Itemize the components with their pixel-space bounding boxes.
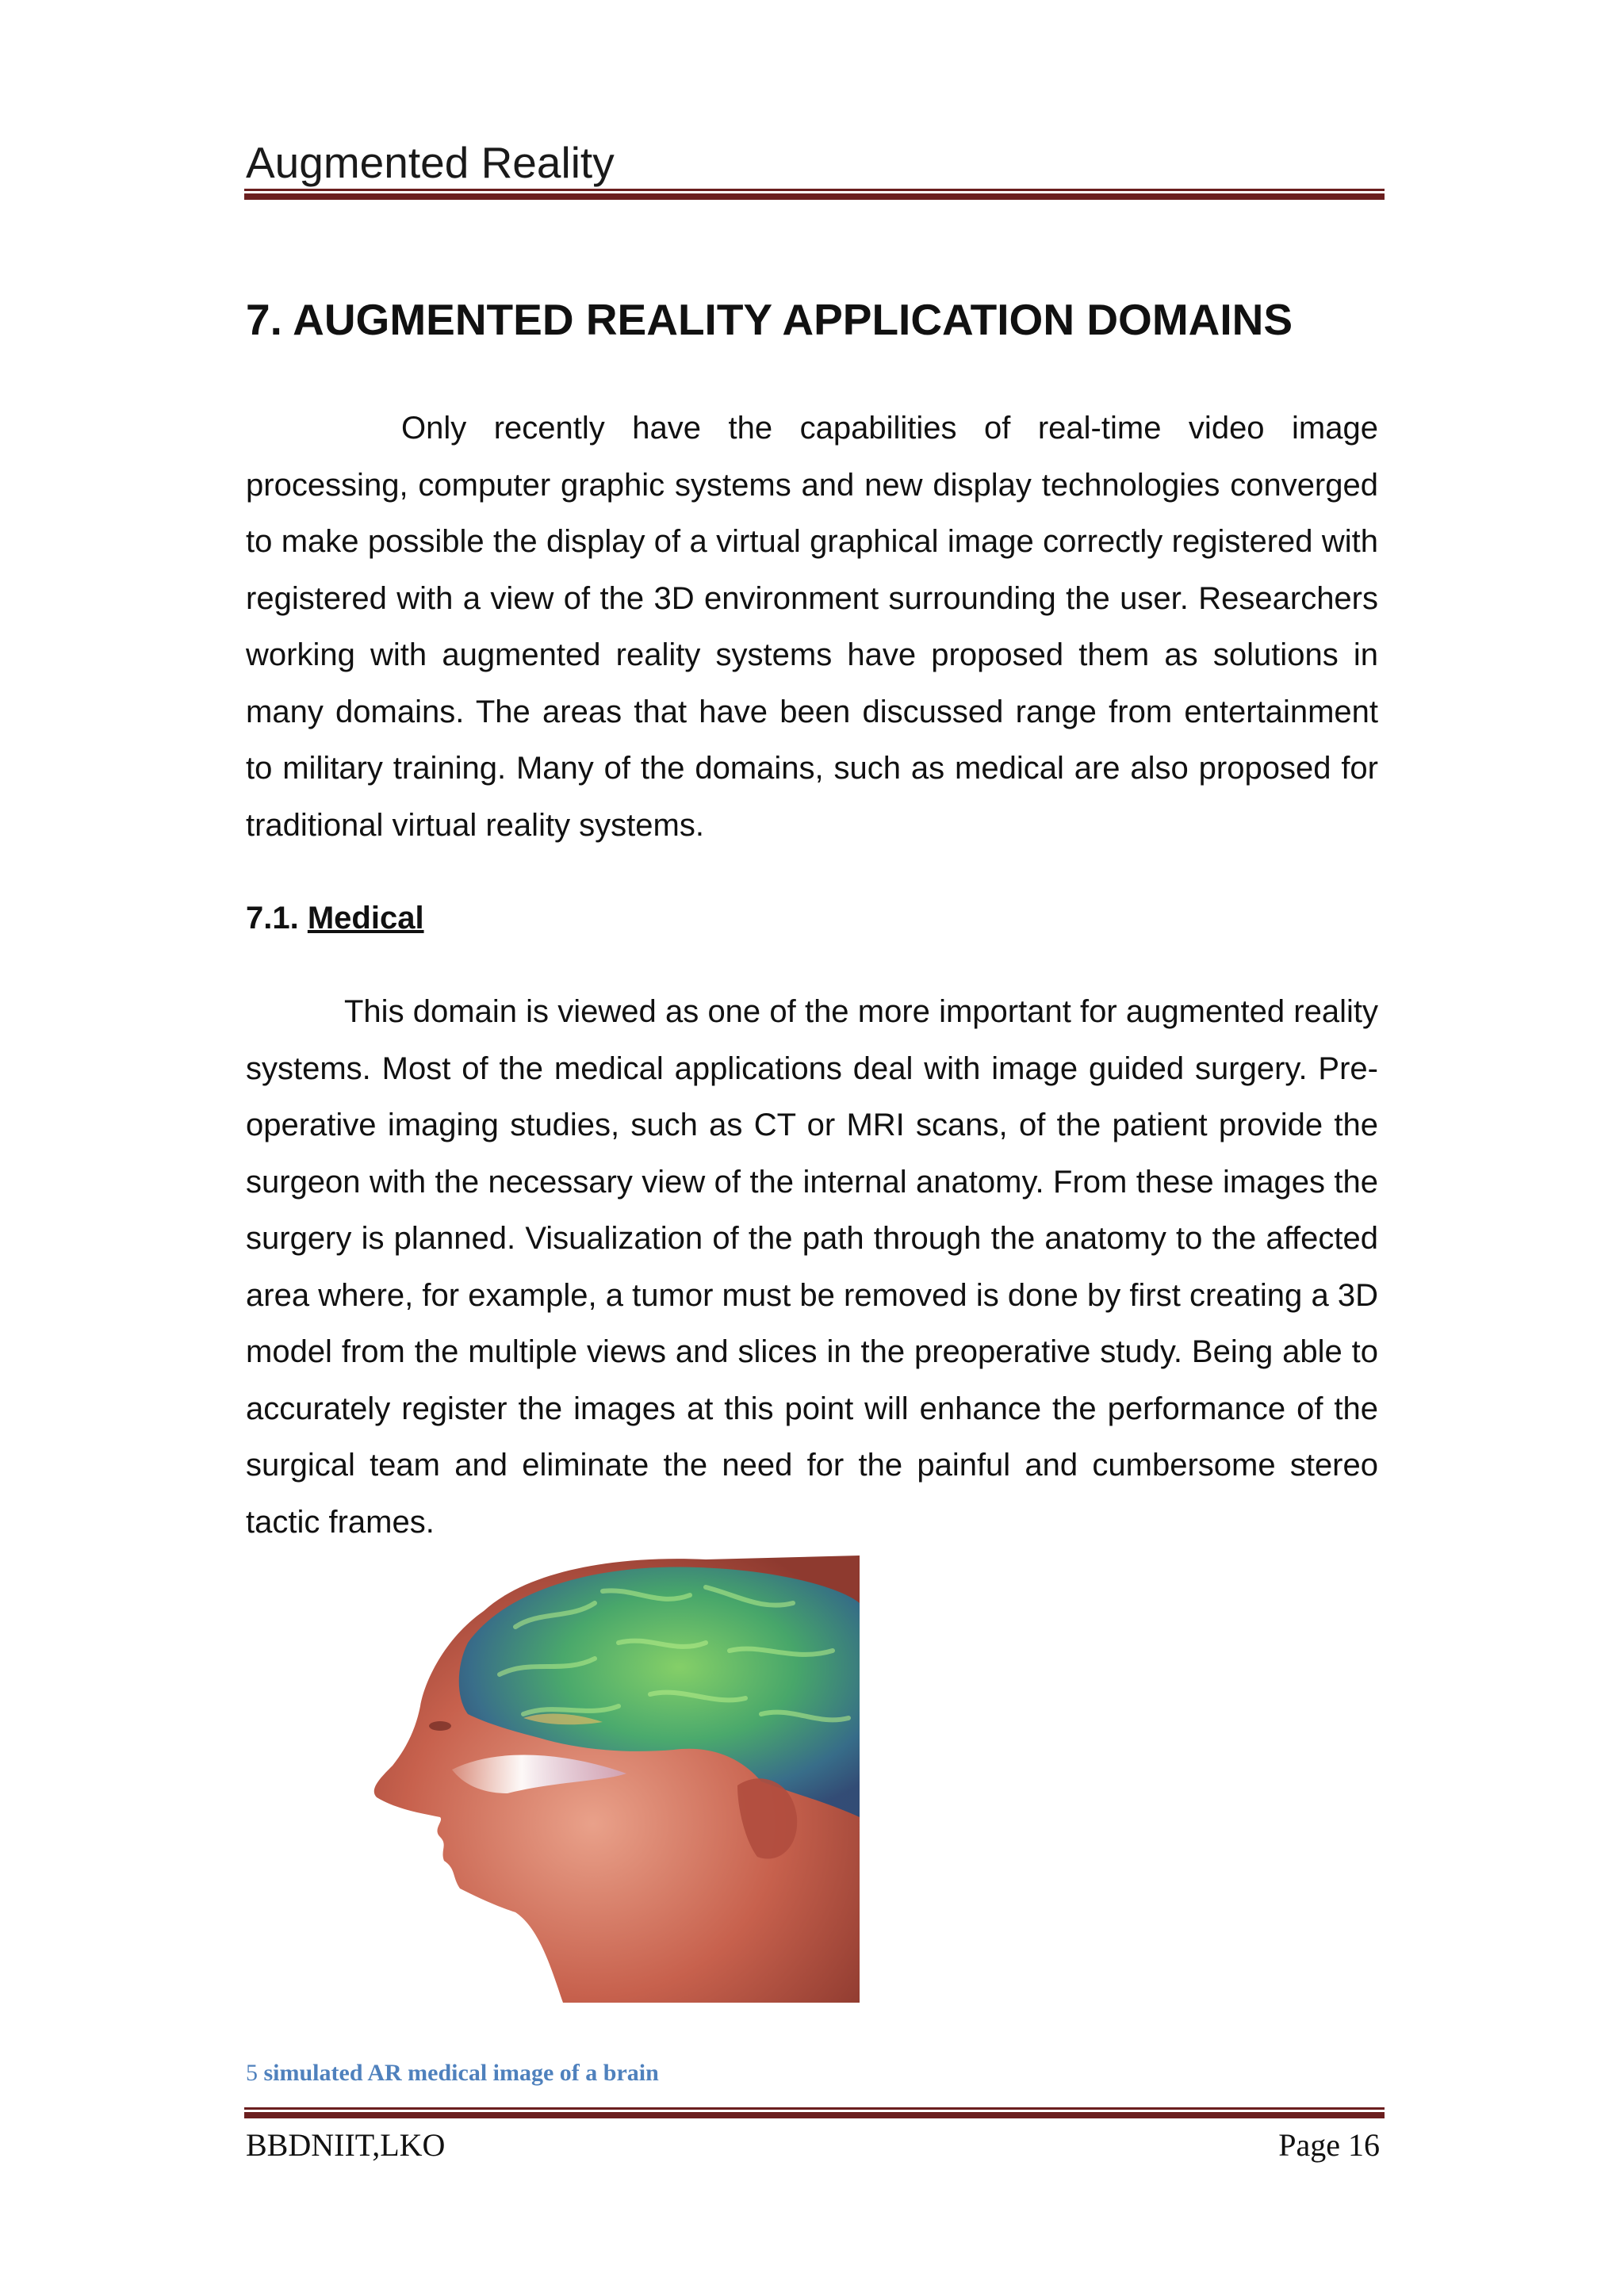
running-header-title: Augmented Reality — [246, 138, 615, 187]
footer-institution: BBDNIIT,LKO — [246, 2127, 446, 2163]
footer-page-number: Page 16 — [1278, 2127, 1380, 2163]
subsection-title: Medical — [307, 901, 424, 936]
figure-caption-text: simulated AR medical image of a brain — [263, 2060, 659, 2086]
medical-paragraph: This domain is viewed as one of the more important for augmented reality systems. Most of the medical applications deal with image guided surgery. Pre-operative imaging studies, such as CT or MRI scans, of the patient provide the surgeon with the necessary view of the internal anatomy. From these images the surgery is planned. Visualization of the path through the anatomy to the affected area where, for example, a tumor must be removed is done by first creating a 3D model from the multiple views and slices in the preoperative study. Being able to accurately register the images at this point will enhance the performance of the surgical team and eliminate the need for the painful and cumbersome stereo tactic frames. — [246, 994, 1378, 1540]
subsection-heading — [246, 896, 424, 940]
figure-caption — [246, 2057, 659, 2089]
brain-ar-figure — [365, 1556, 860, 2003]
footer-rule — [244, 2107, 1385, 2118]
figure-caption-number: 5 — [246, 2060, 258, 2086]
subsection-number: 7.1. — [246, 901, 299, 936]
section-heading: 7. AUGMENTED REALITY APPLICATION DOMAINS — [246, 295, 1293, 344]
header-rule — [244, 189, 1385, 200]
intro-paragraph: Only recently have the capabilities of real-time video image processing, computer graphic systems and new display technologies converged to make possible the display of a virtual graphical image correctly registered with registered with a view of the 3D environment surrounding the user. Researchers working with augmented reality systems have proposed them as solutions in many domains. The areas that have been discussed range from entertainment to military training. Many of the domains, such as medical are also proposed for traditional virtual reality systems. — [246, 411, 1378, 843]
